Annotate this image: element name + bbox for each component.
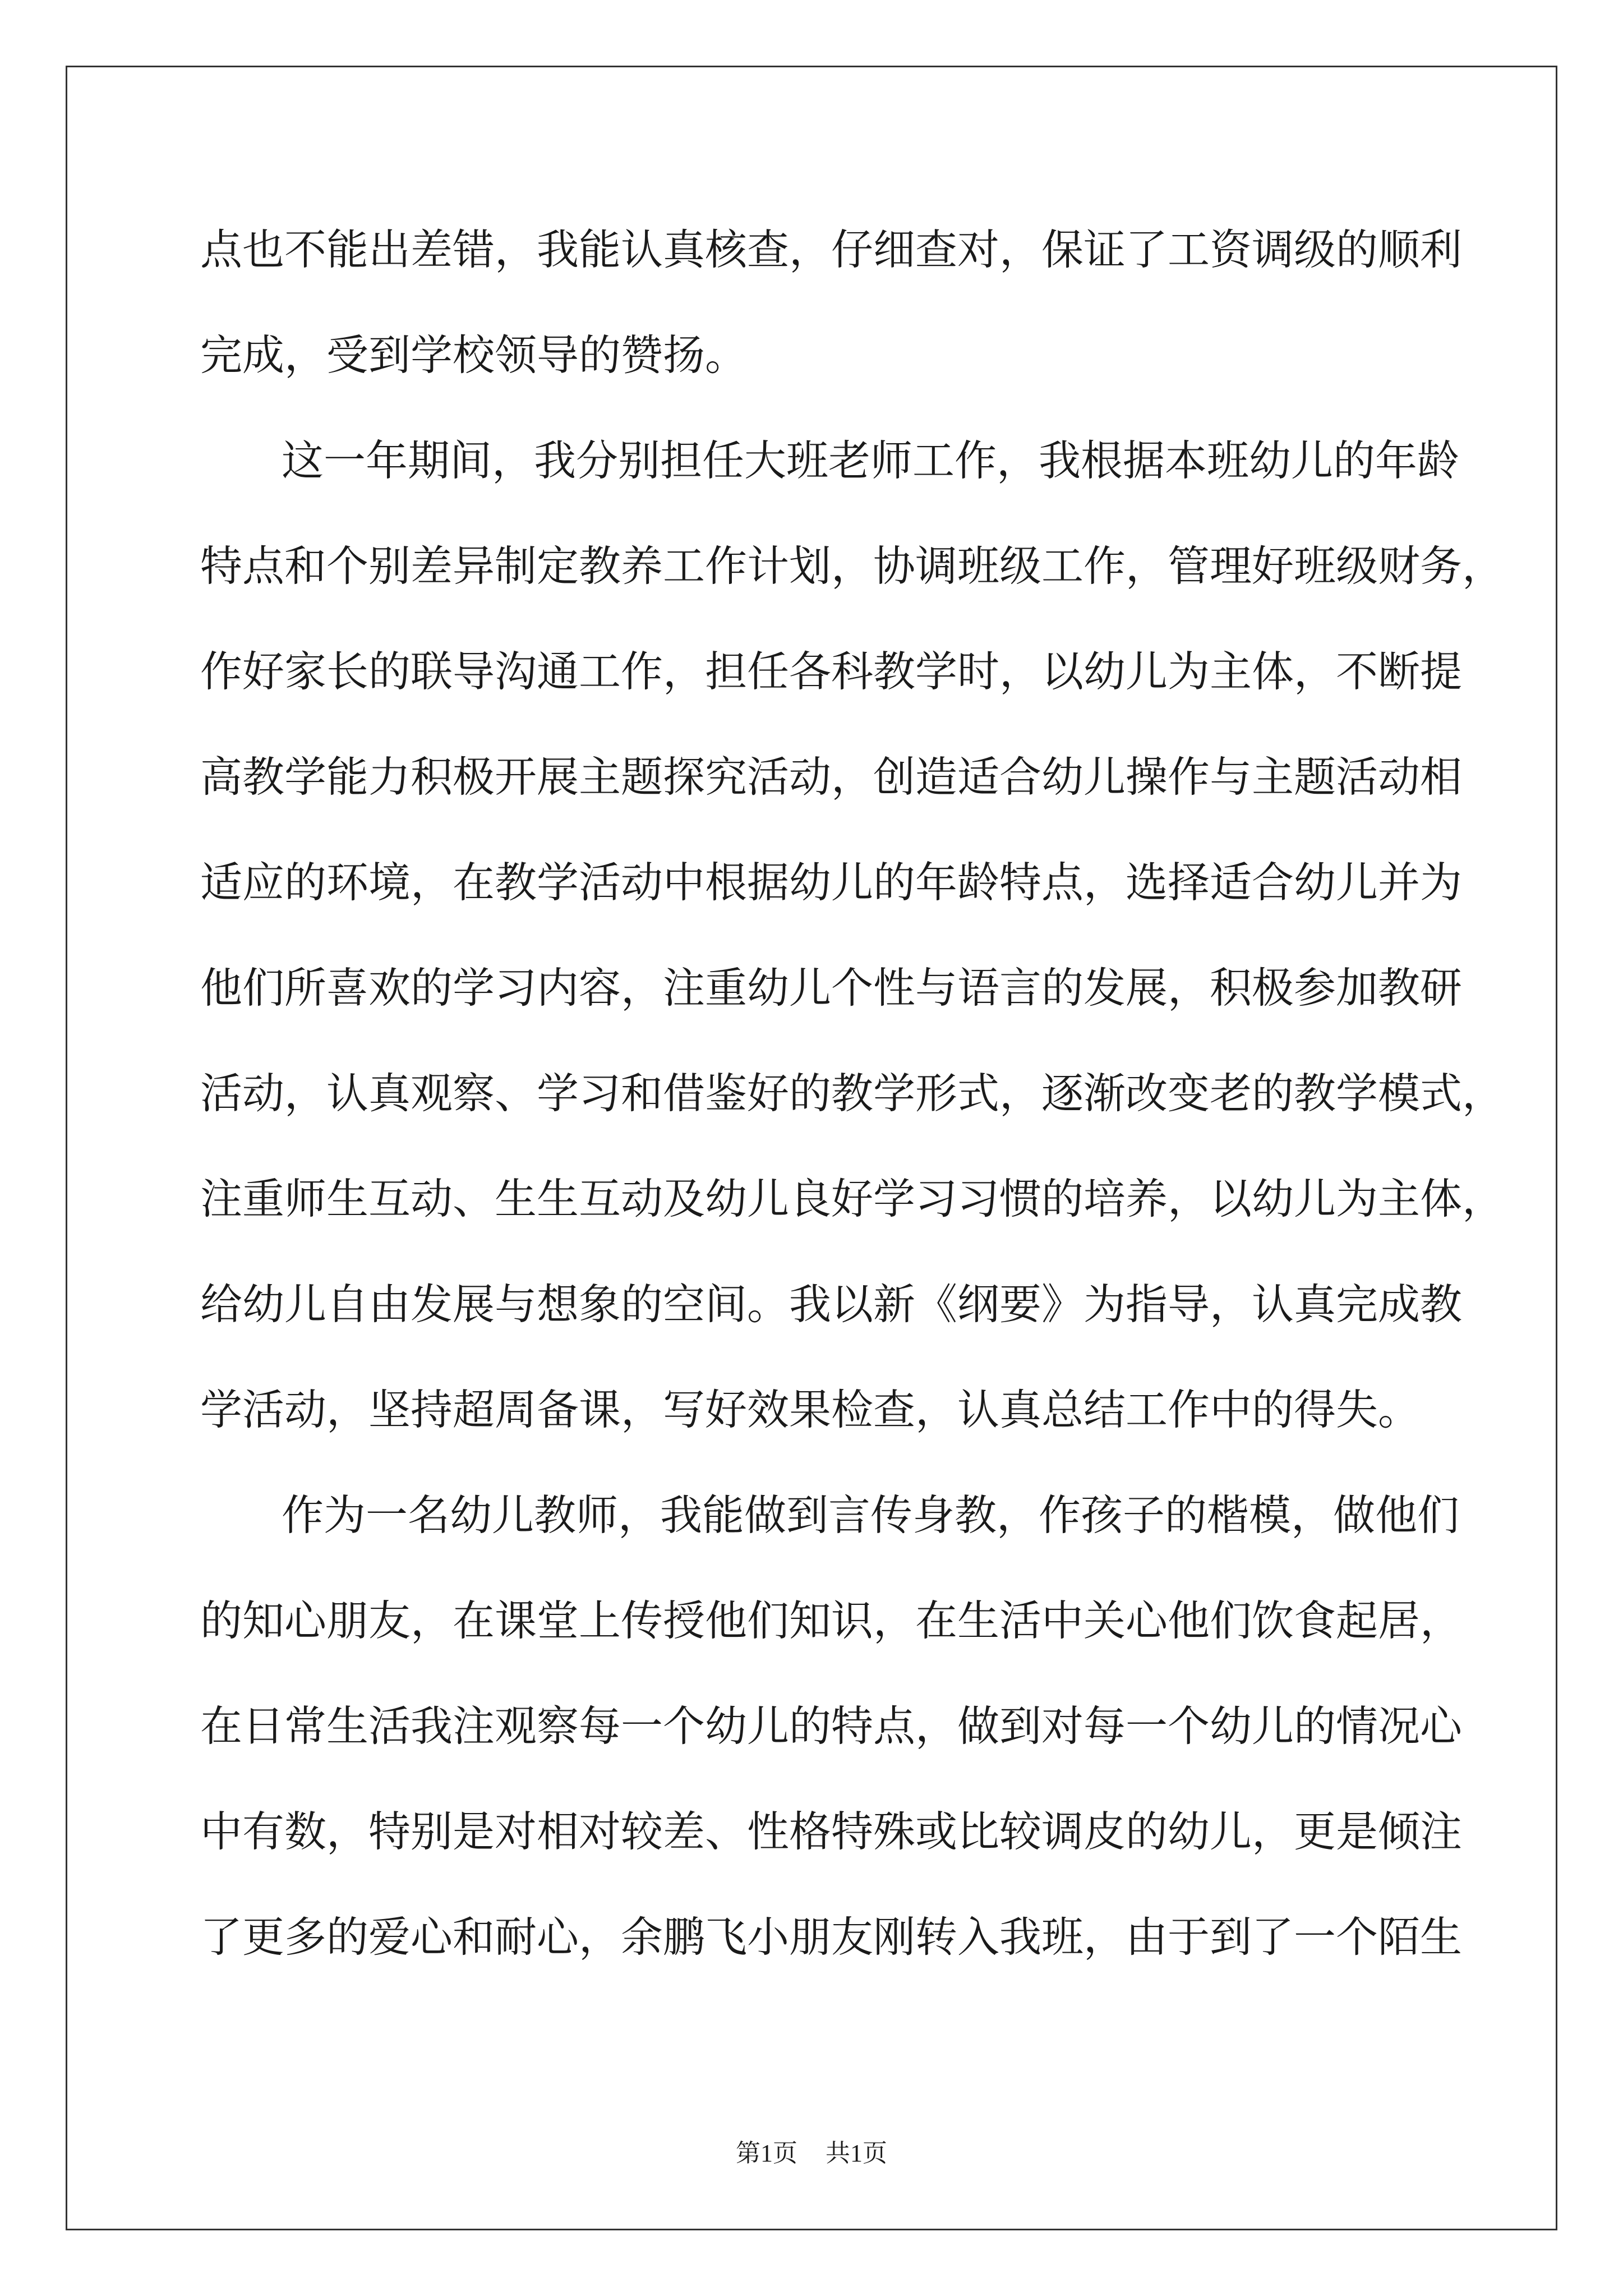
- text-line: 这一年期间，我分别担任大班老师工作，我根据本班幼儿的年龄: [282, 436, 1460, 485]
- page-total: 共1页: [826, 2139, 887, 2167]
- text-line: 学活动，坚持超周备课，写好效果检查，认真总结工作中的得失。: [200, 1385, 1421, 1434]
- text-line: 了更多的爱心和耐心，余鹏飞小朋友刚转入我班，由于到了一个陌生: [200, 1912, 1463, 1962]
- page-number: 第1页: [736, 2139, 797, 2167]
- text-line: 特点和个别差异制定教养工作计划，协调班级工作，管理好班级财务，: [200, 541, 1505, 591]
- text-line: 点也不能出差错，我能认真核查，仔细查对，保证了工资调级的顺利: [200, 225, 1463, 274]
- text-line: 给幼儿自由发展与想象的空间。我以新《纲要》为指导，认真完成教: [200, 1280, 1463, 1329]
- text-line: 适应的环境，在教学活动中根据幼儿的年龄特点，选择适合幼儿并为: [200, 858, 1463, 907]
- text-line: 作好家长的联导沟通工作，担任各科教学时，以幼儿为主体，不断提: [200, 647, 1463, 696]
- text-line: 活动，认真观察、学习和借鉴好的教学形式，逐渐改变老的教学模式，: [200, 1069, 1505, 1118]
- text-line: 注重师生互动、生生互动及幼儿良好学习习惯的培养，以幼儿为主体，: [200, 1174, 1505, 1223]
- text-line: 作为一名幼儿教师，我能做到言传身教，作孩子的楷模，做他们: [282, 1490, 1460, 1540]
- text-line: 在日常生活我注观察每一个幼儿的特点，做到对每一个幼儿的情况心: [200, 1701, 1463, 1751]
- text-line: 完成，受到学校领导的赞扬。: [200, 330, 748, 380]
- text-line: 中有数，特别是对相对较差、性格特殊或比较调皮的幼儿，更是倾注: [200, 1807, 1463, 1856]
- text-line: 的知心朋友，在课堂上传授他们知识，在生活中关心他们饮食起居，: [200, 1596, 1463, 1645]
- text-line: 他们所喜欢的学习内容，注重幼儿个性与语言的发展，积极参加教研: [200, 963, 1463, 1013]
- text-line: 高教学能力积极开展主题探究活动，创造适合幼儿操作与主题活动相: [200, 752, 1463, 802]
- page-footer: [0, 2134, 1623, 2173]
